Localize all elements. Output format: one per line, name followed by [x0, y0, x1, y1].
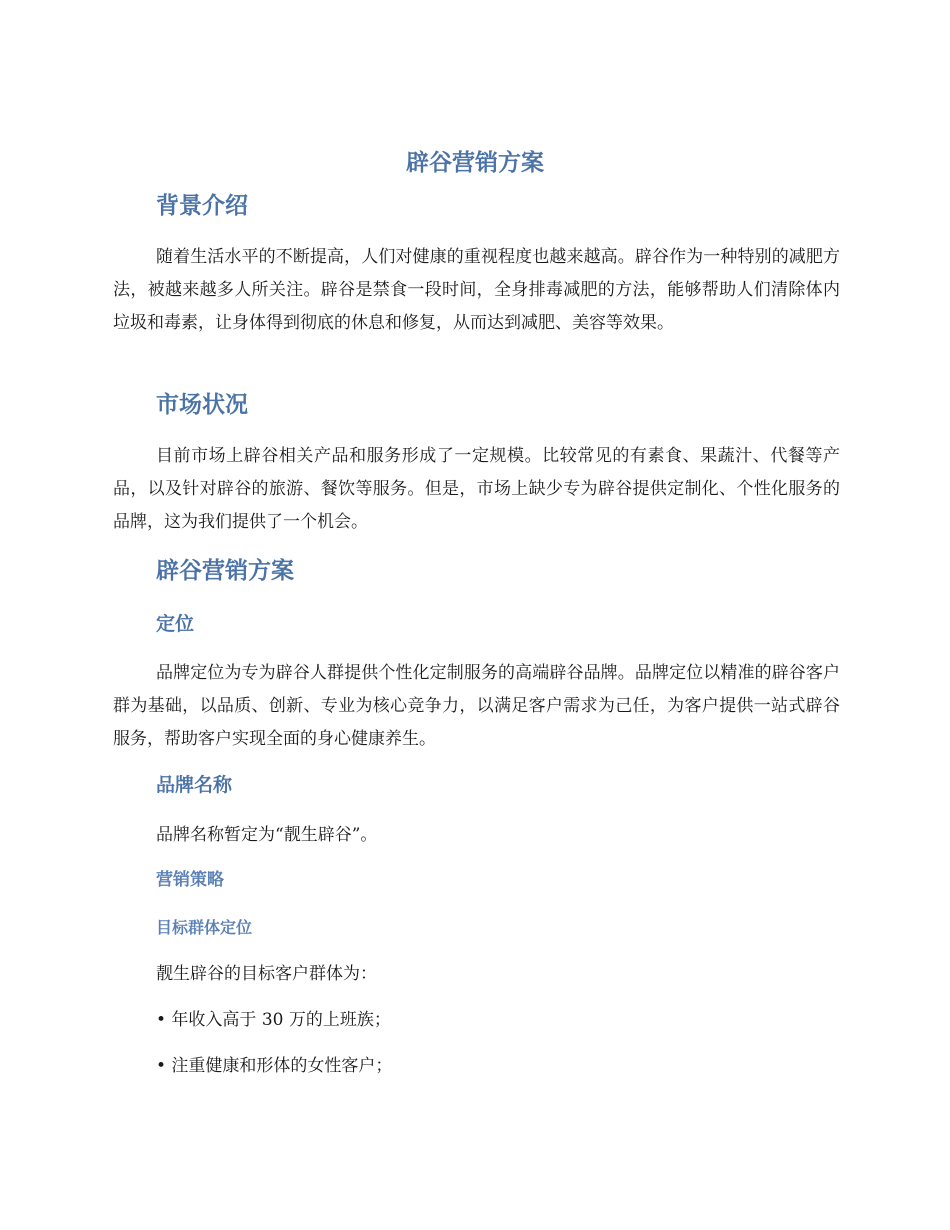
list-item: • 年收入高于 30 万的上班族； — [156, 1010, 391, 1030]
paragraph-background: 随着生活水平的不断提高，人们对健康的重视程度也越来越高。辟谷作为一种特别的减肥方法，被越来越多人所关注。辟谷是禁食一段时间，全身排毒减肥的方法，能够帮助人们清除体内垃圾和毒素，让身体得到彻底的休息和修复，从而达到减肥、美容等效果。 — [113, 247, 840, 333]
heading-positioning: 定位 — [156, 613, 195, 635]
heading-market: 市场状况 — [156, 392, 248, 418]
document-title: 辟谷营销方案 — [406, 150, 544, 176]
heading-brand-name: 品牌名称 — [156, 774, 233, 796]
heading-background: 背景介绍 — [156, 193, 248, 219]
paragraph-market: 目前市场上辟谷相关产品和服务形成了一定规模。比较常见的有素食、果蔬汁、代餐等产品，以及针对辟谷的旅游、餐饮等服务。但是，市场上缺少专为辟谷提供定制化、个性化服务的品牌，这为我们提供了一个机会。 — [113, 446, 840, 532]
paragraph-target-intro: 靓生辟谷的目标客户群体为： — [156, 964, 377, 984]
heading-plan: 辟谷营销方案 — [156, 558, 294, 584]
list-item: • 注重健康和形体的女性客户； — [156, 1056, 393, 1076]
heading-target-group: 目标群体定位 — [156, 918, 253, 937]
paragraph-positioning: 品牌定位为专为辟谷人群提供个性化定制服务的高端辟谷品牌。品牌定位以精准的辟谷客户群为基础，以品质、创新、专业为核心竞争力，以满足客户需求为己任，为客户提供一站式辟谷服务，帮助客户实现全面的身心健康养生。 — [113, 663, 840, 749]
paragraph-brand-name: 品牌名称暂定为“靓生辟谷”。 — [156, 825, 378, 845]
heading-strategy: 营销策略 — [156, 870, 224, 890]
